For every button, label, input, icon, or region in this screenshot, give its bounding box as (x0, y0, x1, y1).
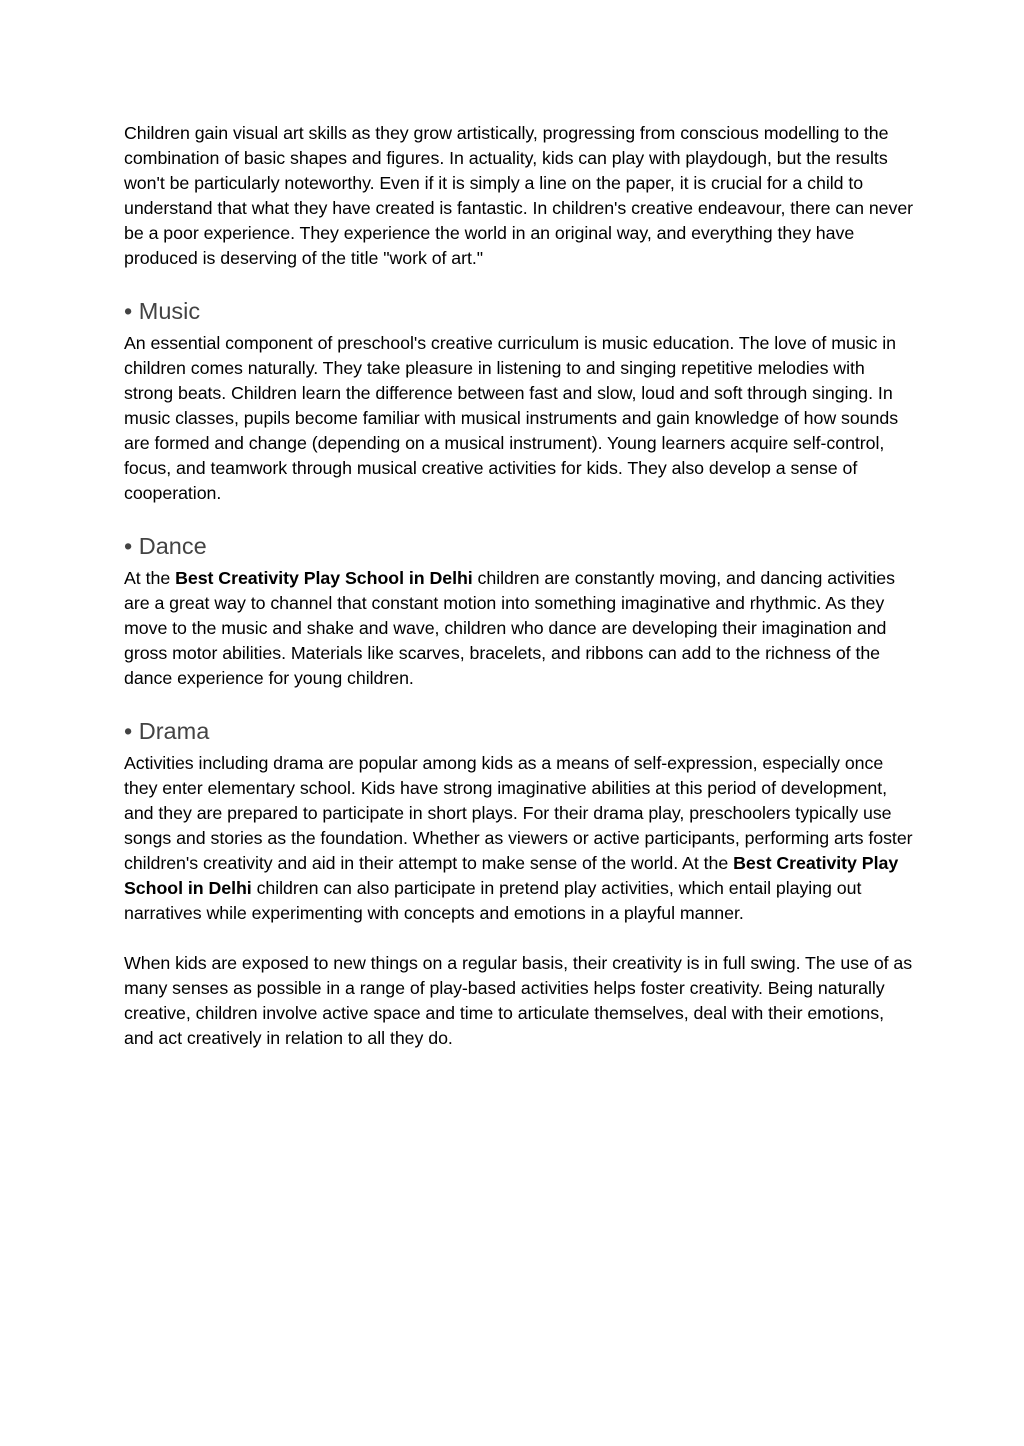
music-paragraph: An essential component of preschool's creative curriculum is music education. The love of music in children comes naturally. They take pleasure in listening to and singing repetitive melodies with strong beats. Children learn the difference between fast and slow, loud and soft through singing. In music classes, pupils become familiar with musical instruments and gain knowledge of how sounds are formed and change (depending on a musical instrument). Young learners acquire self-control, focus, and teamwork through musical creative activities for kids. They also develop a sense of cooperation. (124, 333, 899, 503)
drama-text-before: Activities including drama are popular among kids as a means of self-expression, especially once they enter elementary school. Kids have strong imaginative abilities at this period of development, and they are prepared to participate in short plays. For their drama play, preschoolers typically use songs and stories as the foundation. Whether as viewers or active participants, performing arts foster children's creativity and aid in their attempt to make sense of the world. At the (124, 753, 913, 873)
intro-paragraph: Children gain visual art skills as they grow artistically, progressing from conscious modelling to the combination of basic shapes and figures. In actuality, kids can play with playdough, but the results won't be particularly noteworthy. Even if it is simply a line on the paper, it is crucial for a child to understand that what they have created is fantastic. In children's creative endeavour, there can never be a poor experience. They experience the world in an original way, and everything they have produced is deserving of the title "work of art." (124, 123, 914, 268)
dance-paragraph (124, 566, 914, 691)
dance-heading: • Dance (124, 533, 207, 559)
music-heading: • Music (124, 298, 201, 324)
drama-paragraph (124, 751, 914, 926)
document-page (124, 121, 914, 1051)
closing-paragraph: When kids are exposed to new things on a regular basis, their creativity is in full swing. The use of as many senses as possible in a range of play-based activities helps foster creativity. Being naturally creative, children involve active space and time to articulate themselves, deal with their emotions, and act creatively in relation to all they do. (124, 953, 913, 1048)
drama-heading: • Drama (124, 718, 210, 744)
dance-text-after: children are constantly moving, and dancing activities are a great way to channel that constant motion into something imaginative and rhythmic. As they move to the music and shake and wave, children who dance are developing their imagination and gross motor abilities. Materials like scarves, bracelets, and ribbons can add to the richness of the dance experience for young children. (124, 568, 895, 688)
drama-highlight: Best Creativity Play School in Delhi (124, 853, 899, 898)
drama-text-after: children can also participate in pretend play activities, which entail playing out narratives while experimenting with concepts and emotions in a playful manner. (124, 878, 862, 923)
dance-text-before: At the (124, 568, 176, 588)
dance-highlight: Best Creativity Play School in Delhi (175, 568, 473, 588)
